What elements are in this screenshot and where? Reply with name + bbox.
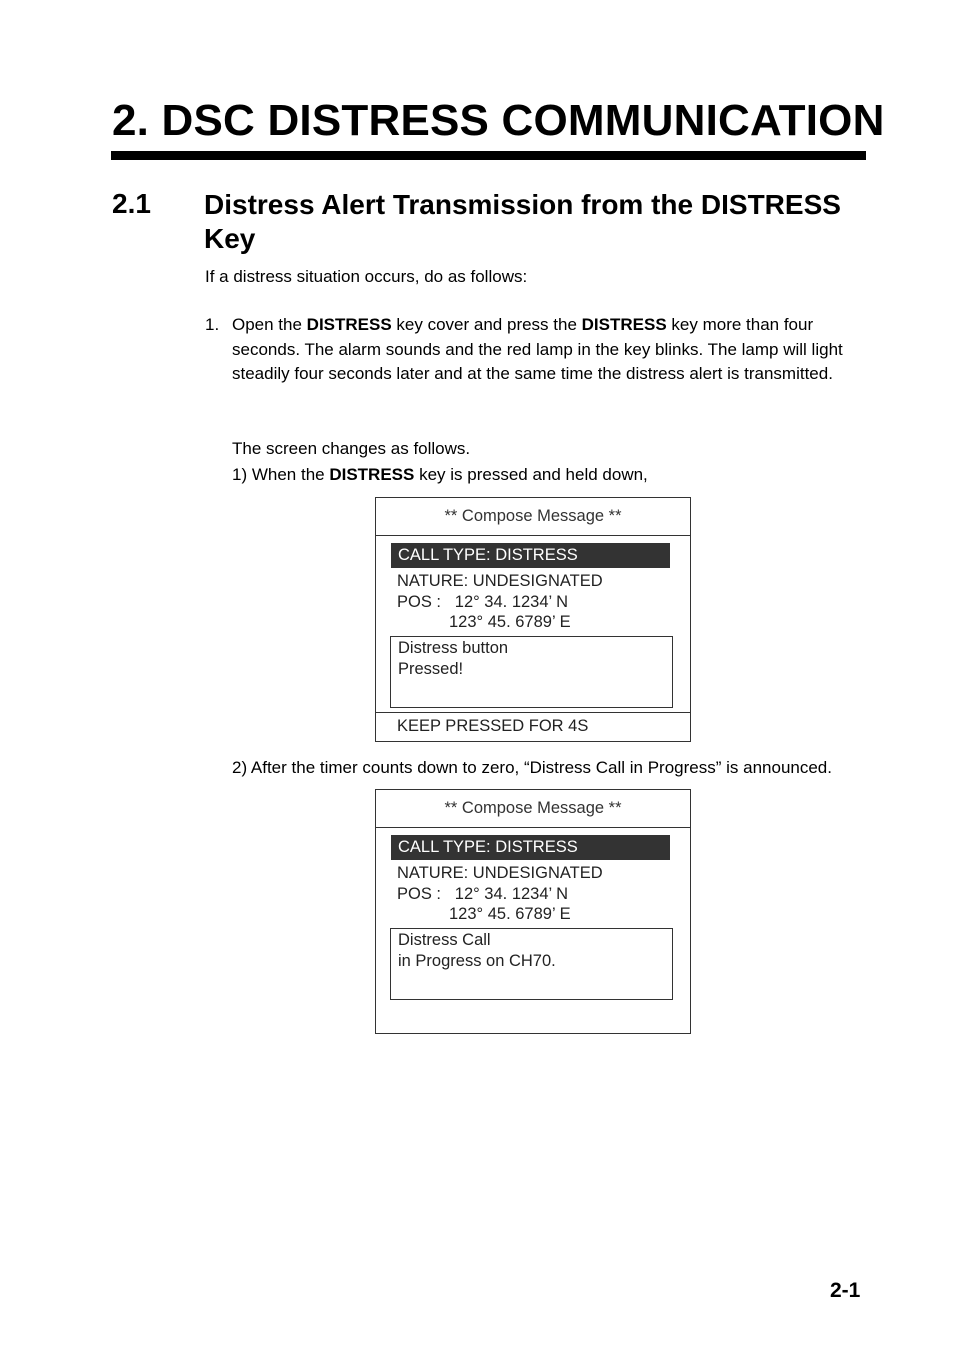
position-lat: POS : 12° 34. 1234’ N — [397, 885, 569, 903]
substep-2: 2) After the timer counts down to zero, “Distress Call in Progress” is announced. — [232, 758, 832, 777]
position-lat: POS : 12° 34. 1234’ N — [397, 593, 569, 611]
intro-text: If a distress situation occurs, do as follows: — [205, 267, 528, 286]
substep-1 — [232, 463, 648, 488]
screen-header: ** Compose Message ** — [376, 498, 690, 536]
message-line-2: Pressed! — [398, 660, 464, 678]
page-number: 2-1 — [830, 1279, 861, 1302]
nature-line: NATURE: UNDESIGNATED — [397, 864, 603, 882]
step-text-2: key cover and press the — [391, 315, 582, 334]
distress-key-label: DISTRESS — [306, 315, 392, 334]
screen-footer: KEEP PRESSED FOR 4S — [376, 712, 690, 741]
screen-pressed — [375, 497, 691, 742]
message-line-1: Distress button — [398, 639, 509, 657]
distress-key-label: DISTRESS — [581, 315, 667, 334]
nature-line: NATURE: UNDESIGNATED — [397, 572, 603, 590]
message-box — [390, 636, 673, 708]
message-box — [390, 928, 673, 1000]
message-line-1: Distress Call — [398, 931, 491, 949]
chapter-rule — [111, 151, 866, 160]
step-text-1: Open the — [232, 315, 307, 334]
step-number: 1. — [205, 315, 220, 334]
section-title: Distress Alert Transmission from the DISTRESS Key — [204, 189, 841, 254]
section-number: 2.1 — [112, 188, 151, 219]
screen-note: The screen changes as follows. — [232, 439, 471, 458]
step-text-3: key more than four seconds. The alarm sounds and the red lamp in the key blinks. The lamp will light steadily four seconds later and at the same time the distress alert is transmitted. — [232, 315, 843, 383]
message-line-2: in Progress on CH70. — [398, 952, 556, 970]
substep-1-text-1: 1) When the — [232, 465, 330, 484]
position-lon: 123° 45. 6789’ E — [449, 613, 571, 631]
screen-in-progress — [375, 789, 691, 1034]
distress-key-label: DISTRESS — [329, 465, 415, 484]
chapter-title: 2. DSC DISTRESS COMMUNICATION — [112, 96, 885, 145]
call-type-highlight: CALL TYPE: DISTRESS — [391, 543, 670, 568]
screen-header: ** Compose Message ** — [376, 790, 690, 828]
substep-1-text-2: key is pressed and held down, — [414, 465, 648, 484]
step-text — [232, 313, 872, 387]
position-lon: 123° 45. 6789’ E — [449, 905, 571, 923]
call-type-highlight: CALL TYPE: DISTRESS — [391, 835, 670, 860]
